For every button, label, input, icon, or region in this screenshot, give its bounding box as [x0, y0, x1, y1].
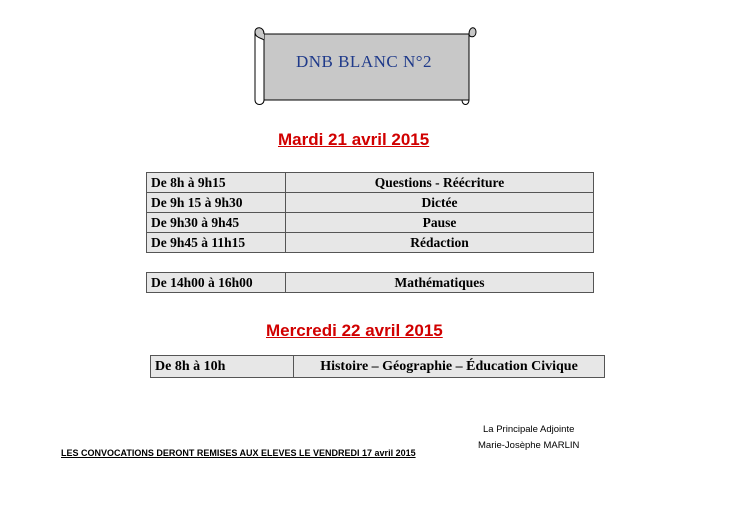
- subject-cell: Pause: [286, 213, 594, 233]
- time-cell: De 14h00 à 16h00: [147, 273, 286, 293]
- day2-schedule-table: [150, 355, 605, 378]
- subject-cell: Rédaction: [286, 233, 594, 253]
- time-cell: De 8h à 9h15: [147, 173, 286, 193]
- time-cell: De 9h45 à 11h15: [147, 233, 286, 253]
- table-row: [147, 273, 594, 293]
- subject-cell: Mathématiques: [286, 273, 594, 293]
- time-cell: De 8h à 10h: [151, 356, 294, 378]
- subject-cell: Dictée: [286, 193, 594, 213]
- day1-heading: Mardi 21 avril 2015: [278, 130, 430, 149]
- table-row: [147, 193, 594, 213]
- subject-cell: Histoire – Géographie – Éducation Civique: [294, 356, 605, 378]
- table-row: [147, 213, 594, 233]
- signature-role: La Principale Adjointe: [483, 424, 575, 435]
- time-cell: De 9h 15 à 9h30: [147, 193, 286, 213]
- scroll-title: DNB BLANC N°2: [295, 52, 433, 71]
- table-row: [147, 233, 594, 253]
- day2-heading: Mercredi 22 avril 2015: [266, 321, 443, 340]
- morning-schedule-table: [146, 172, 594, 253]
- afternoon-schedule-table: [146, 272, 594, 293]
- subject-cell: Questions - Réécriture: [286, 173, 594, 193]
- table-row: [151, 356, 605, 378]
- convocation-notice: LES CONVOCATIONS DERONT REMISES AUX ELEVES LE VENDREDI 17 avril 2015: [61, 448, 416, 458]
- table-row: [147, 173, 594, 193]
- time-cell: De 9h30 à 9h45: [147, 213, 286, 233]
- signature-name: Marie-Josèphe MARLIN: [478, 440, 580, 451]
- signature-block: [478, 422, 579, 454]
